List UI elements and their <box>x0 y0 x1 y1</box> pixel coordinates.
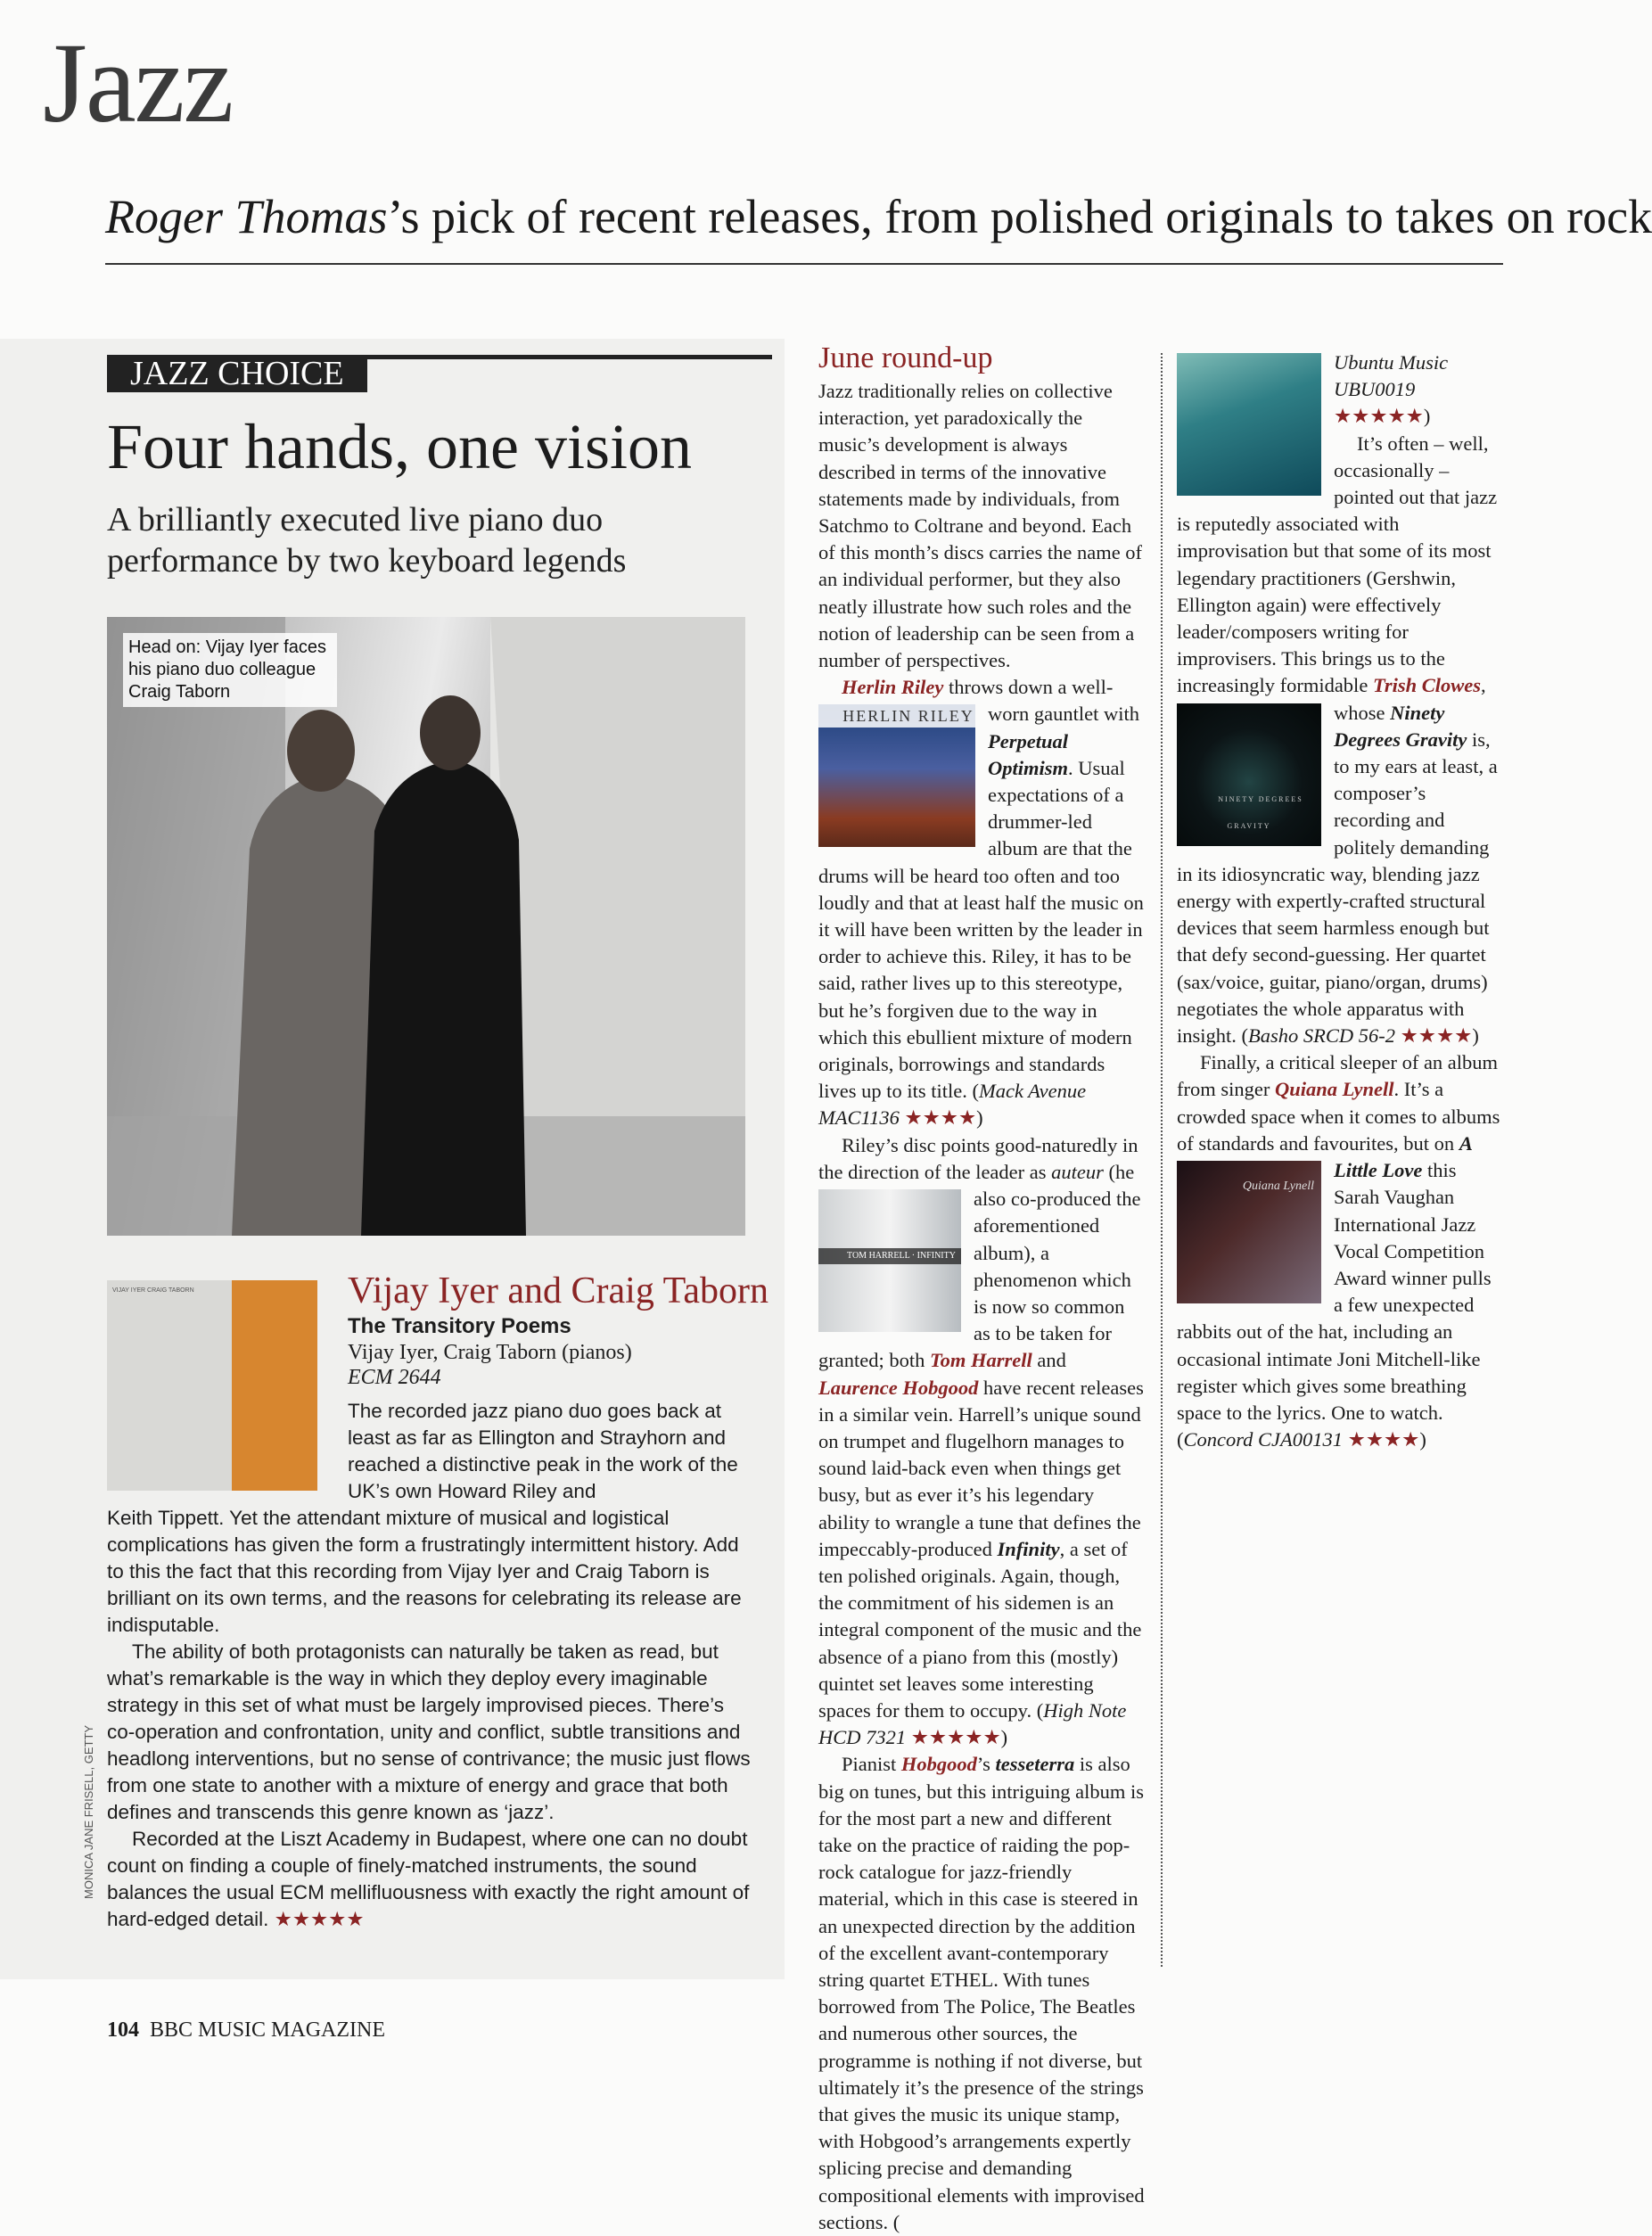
clowes-close: ) <box>1472 1024 1479 1048</box>
clowes-text-c: is, to my ears at least, a composer’s recording and politely demanding in its idiosyncratic way, blending jazz energy with expertly-crafted structural devices that seem harmless enough but that defy second-guessing. Her quartet (sax/voice, guitar, piano/organ, drums) negotiates the whole apparatus with insight. ( <box>1177 728 1498 1048</box>
review-paragraph-3-text: Recorded at the Liszt Academy in Budapest, where one can no doubt count on finding a couple of finely-matched instruments, the sound balances the usual ECM mellifluousness with exactly the right amount of hard-edged detail. <box>107 1828 750 1930</box>
lynell-cover-text: Quiana Lynell <box>1242 1180 1314 1194</box>
riley-album: Perpetual Optimism <box>988 729 1069 779</box>
hobgood-review-continued <box>1177 349 1505 431</box>
clowes-name: Trish Clowes <box>1372 674 1482 697</box>
lynell-album: A Little Love <box>1334 1131 1472 1182</box>
feature-photo-art <box>107 617 745 1236</box>
harrell-close: ) <box>1000 1726 1008 1749</box>
riley-catalogue: Mack Avenue MAC1136 <box>818 1080 1087 1130</box>
hobgood-review <box>818 1751 1145 2236</box>
riley-review <box>818 674 1145 1131</box>
feature-standfirst: A brilliantly executed live piano duo performance by two keyboard legends <box>107 501 627 580</box>
header-rule <box>105 263 1503 265</box>
lynell-text-c: this Sarah Vaughan International Jazz Vocal Competition Award winner pulls a few unexpected rabbits out of the hat, including an occasional intimate Joni Mitchell-like register which gives some breathing space to the lyrics. One to watch. ( <box>1177 1159 1492 1451</box>
photo-credit: MONICA JANE FRISELL, GETTY <box>82 1724 95 1899</box>
harrell-text-b: (he also co-produced the aforementioned album), a phenomenon which is now so common as to be taken for granted; both <box>818 1160 1141 1372</box>
harrell-auteur: auteur <box>1051 1160 1104 1183</box>
harrell-text-c: and <box>1031 1349 1066 1372</box>
lynell-catalogue: Concord CJA00131 <box>1183 1428 1344 1451</box>
riley-text-a: throws down a well-worn gauntlet with <box>943 676 1139 726</box>
harrell-text-a: Riley’s disc points good-naturedly in the direction of the leader as <box>818 1133 1138 1183</box>
review-body <box>107 1505 751 1933</box>
byline-author: Roger Thomas <box>105 190 388 243</box>
lynell-text-b: . It’s a crowded space when it comes to albums of standards and favourites, but on <box>1177 1078 1500 1155</box>
review-paragraph-3 <box>107 1826 751 1933</box>
harrell-text-e: , a set of ten polished originals. Again, though, the commitment of his sidemen is an integral component of the music and the absence of a piano from this (mostly) quintet set leaves some interesting spaces for them to occupy. ( <box>818 1537 1142 1722</box>
lynell-rating: ★★★★ <box>1347 1428 1420 1451</box>
hobgood-rating: ★★★★★ <box>1334 405 1424 428</box>
lynell-text-a: Finally, a critical sleeper of an album from singer <box>1177 1051 1499 1101</box>
review-album-title: The Transitory Poems <box>348 1314 571 1338</box>
riley-name: Herlin Riley <box>842 676 944 699</box>
harrell-review <box>818 1132 1145 1752</box>
riley-rating: ★★★★ <box>904 1106 977 1130</box>
clowes-review <box>1177 431 1505 1050</box>
harrell-album: Infinity <box>997 1537 1060 1560</box>
magazine-name: BBC MUSIC MAGAZINE <box>150 2018 386 2042</box>
review-artist: Vijay Iyer and Craig Taborn <box>348 1270 768 1311</box>
riley-text-b: . Usual expectations of a drummer-led album are that the drums will be heard too often and too loudly and that at least half the music on it will have been written by the leader in order to achieve this. Riley, it has to be said, rather lives up to this stereotype, but he’s forgiven due to the way in which this ebullient mixture of modern originals, borrowings and standards lives up to its title. ( <box>818 756 1144 1103</box>
roundup-column-1 <box>818 339 1145 2236</box>
review-body-start <box>348 1398 749 1505</box>
riley-cover-text: HERLIN RILEY <box>818 704 975 728</box>
section-title: Jazz <box>43 20 233 146</box>
roundup-column-2 <box>1177 349 1505 1453</box>
lynell-name: Quiana Lynell <box>1274 1078 1394 1101</box>
harrell-name: Tom Harrell <box>929 1349 1032 1372</box>
hobgood-text-b: ’s <box>976 1753 996 1776</box>
hobgood-album: tesseterra <box>995 1753 1075 1776</box>
riley-close: ) <box>976 1106 983 1130</box>
lynell-close: ) <box>1419 1428 1426 1451</box>
feature-photo <box>107 617 745 1236</box>
clowes-rating: ★★★★ <box>1400 1024 1473 1048</box>
hobgood-text-c: is also big on tunes, but this intriguing album is for the most part a new and different take on the practice of raiding the pop-rock catalogue for jazz-friendly material, which in this case is steered in an unexpected direction by the addition of the excellent avant-contemporary string quartet ETHEL. With tunes borrowed from The Police, The Beatles and numerous other sources, the programme is nothing if not diverse, but ultimately it’s the presence of the strings that gives the music its unique stamp, with Hobgood’s arrangements expertly splicing precise and demanding compositional elements with improvised sections. ( <box>818 1753 1145 2233</box>
hobgood-close: ) <box>1423 405 1431 428</box>
harrell-text-d: have recent releases in a similar vein. Harrell’s unique sound on trumpet and flugelhorn manages to sound laid-back even when things get busy, but as ever it’s his legendary ability to wrangle a tune that defines the impeccably-produced <box>818 1376 1144 1560</box>
album-cover-transitory-poems <box>107 1280 317 1491</box>
page-folio <box>107 2018 385 2043</box>
album-cover-tesseterra <box>1177 353 1321 496</box>
review-paragraph-1-end: Keith Tippett. Yet the attendant mixture of musical and logistical complications has given the form a frustratingly intermittent history. Add to this the fact that this recording from Vijay Iyer and Craig Taborn is brilliant on its own terms, and the reasons for celebrating its release are indisputable. <box>107 1507 742 1636</box>
album-cover-infinity <box>818 1189 961 1332</box>
cover-orange-panel <box>232 1280 317 1491</box>
review-paragraph-1-start: The recorded jazz piano duo goes back at least as far as Ellington and Strayhorn and reached a distinctive peak in the work of the UK’s own Howard Riley and <box>348 1400 738 1502</box>
clowes-album: Ninety Degrees Gravity <box>1334 701 1467 751</box>
review-performers: Vijay Iyer, Craig Taborn (pianos) <box>348 1341 632 1364</box>
review-paragraph-2: The ability of both protagonists can naturally be taken as read, but what’s remarkable is the way in which they deploy every imaginable strategy in this set of what must be largely improvised pieces. There’s co-operation and confrontation, unity and conflict, subtle transitions and headlong interventions, but no sense of contrivance; the music just flows from one state to another with a mixture of energy and grace that both defines and transcends this genre known as ‘jazz’. <box>107 1640 751 1823</box>
clowes-text-a: It’s often – well, occasionally – pointed out that jazz is reputedly associated with improvisation but that some of its most legendary practitioners (Gershwin, Ellington again) were effectively leader/composers writing for improvisers. This brings us to the increasingly formidable <box>1177 432 1498 697</box>
lynell-review <box>1177 1049 1505 1453</box>
roundup-heading: June round-up <box>818 341 993 374</box>
hobgood-catalogue: Ubuntu Music UBU0019 <box>1334 351 1449 401</box>
cover-text: VIJAY IYER CRAIG TABORN <box>107 1280 232 1491</box>
clowes-catalogue: Basho SRCD 56-2 <box>1248 1024 1396 1048</box>
hobgood-name: Laurence Hobgood <box>818 1376 979 1399</box>
page-number: 104 <box>107 2018 139 2042</box>
clowes-cover-text: NINETY DEGREES GRAVITY <box>1218 795 1303 831</box>
byline <box>105 189 1652 244</box>
clowes-text-b: , whose <box>1334 674 1486 724</box>
album-cover-ninety-degrees-gravity <box>1177 703 1321 846</box>
jazz-choice-label: JAZZ CHOICE <box>107 355 367 392</box>
roundup-intro: Jazz traditionally relies on collective interaction, yet paradoxically the music’s development is always described in terms of the innovative statements made by individuals, from Satchmo to Coltrane and beyond. Each of this month’s discs carries the name of an individual performer, but they also neatly illustrate how such roles and the notion of leadership can be seen from a number of perspectives. <box>818 380 1143 672</box>
harrell-catalogue: High Note HCD 7321 <box>818 1698 1127 1749</box>
album-cover-perpetual-optimism <box>818 704 975 847</box>
harrell-cover-text: TOM HARRELL · INFINITY <box>818 1248 961 1264</box>
byline-text: ’s pick of recent releases, from polished originals to takes on rock <box>387 190 1652 243</box>
review-catalogue: ECM 2644 <box>348 1366 441 1389</box>
review-rating: ★★★★★ <box>274 1908 365 1930</box>
column-divider <box>1161 353 1163 1967</box>
album-cover-a-little-love <box>1177 1161 1321 1303</box>
photo-caption: Head on: Vijay Iyer faces his piano duo colleague Craig Taborn <box>123 633 337 707</box>
feature-headline: Four hands, one vision <box>107 411 692 482</box>
hobgood-text-a: Pianist <box>842 1753 901 1776</box>
harrell-rating: ★★★★★ <box>910 1726 1001 1749</box>
hobgood-name-2: Hobgood <box>900 1753 977 1776</box>
